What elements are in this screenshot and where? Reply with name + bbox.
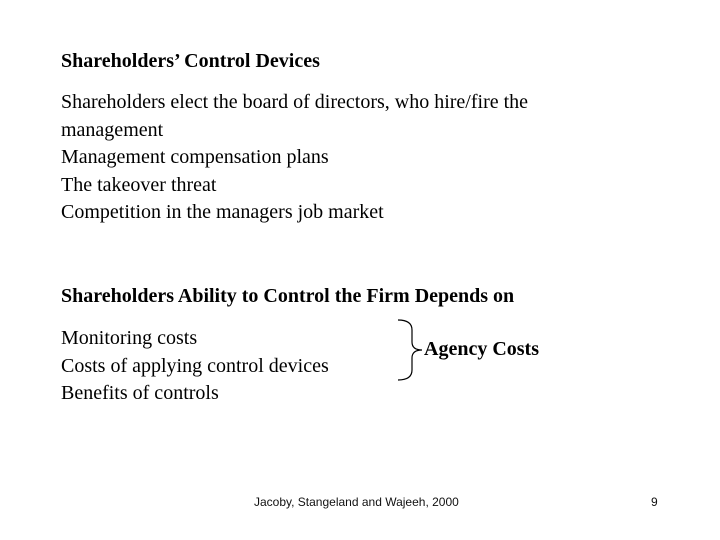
footer-citation: Jacoby, Stangeland and Wajeeh, 2000 bbox=[254, 495, 459, 509]
section-heading-ability-to-control: Shareholders Ability to Control the Firm Depends on bbox=[61, 285, 515, 307]
section-heading-control-devices: Shareholders’ Control Devices bbox=[61, 50, 320, 72]
list-item: Costs of applying control devices bbox=[61, 354, 329, 377]
right-brace-icon bbox=[395, 318, 425, 382]
agency-costs-label: Agency Costs bbox=[424, 338, 539, 360]
page-number: 9 bbox=[651, 495, 658, 509]
list-item: Shareholders elect the board of directors, who hire/fire the management bbox=[61, 91, 529, 141]
list-item: Benefits of controls bbox=[61, 382, 219, 404]
list-item: Monitoring costs bbox=[61, 327, 198, 349]
list-item: The takeover threat bbox=[61, 173, 217, 196]
control-factors-list bbox=[61, 325, 329, 408]
list-item: Management compensation plans bbox=[61, 146, 329, 168]
control-devices-list bbox=[61, 89, 621, 227]
list-item: Competition in the managers job market bbox=[61, 201, 384, 223]
